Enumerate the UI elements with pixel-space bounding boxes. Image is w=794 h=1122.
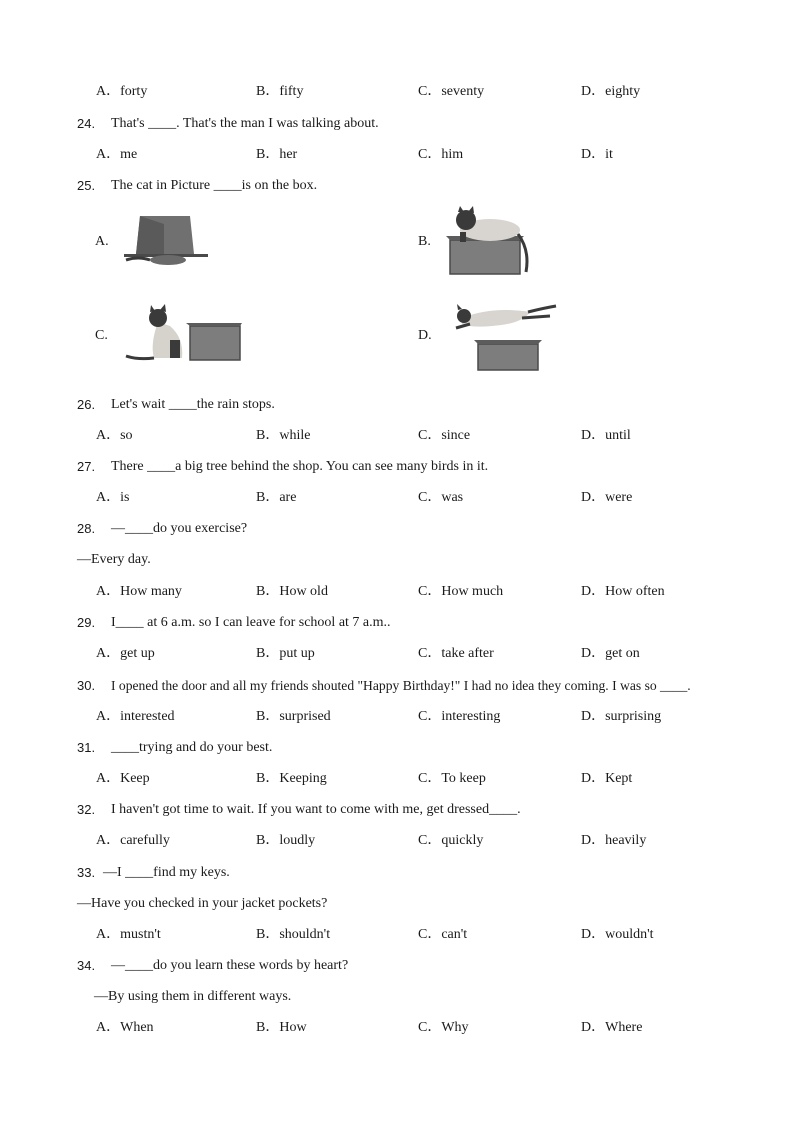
- question-text: —____do you learn these words by heart?: [111, 958, 349, 973]
- dialogue-reply: —Every day.: [77, 552, 151, 567]
- q29-option-a[interactable]: A．get up: [96, 646, 155, 661]
- question-text: I haven't got time to wait. If you want to come with me, get dressed____.: [111, 802, 521, 817]
- question-text: The cat in Picture ____is on the box.: [111, 178, 318, 193]
- question-text: —____do you exercise?: [111, 521, 248, 536]
- q27-option-d[interactable]: D．were: [581, 490, 633, 505]
- dialogue-reply: —By using them in different ways.: [94, 989, 292, 1004]
- q23-option-b[interactable]: B．fifty: [256, 84, 304, 99]
- q28-option-c[interactable]: C．How much: [418, 584, 504, 599]
- q25-option-d-label[interactable]: D.: [418, 328, 432, 343]
- question-text: ____trying and do your best.: [111, 740, 273, 755]
- q31-option-c[interactable]: C．To keep: [418, 771, 486, 786]
- question-text: Let's wait ____the rain stops.: [111, 397, 275, 412]
- q23-option-c[interactable]: C．seventy: [418, 84, 485, 99]
- q24-option-d[interactable]: D．it: [581, 147, 613, 162]
- q27-option-a[interactable]: A．is: [96, 490, 130, 505]
- question-text: I____ at 6 a.m. so I can leave for school at 7 a.m..: [111, 615, 391, 630]
- question-text: That's ____. That's the man I was talking about.: [111, 116, 379, 131]
- cat-on-box-picture[interactable]: [446, 206, 532, 276]
- q31-option-b[interactable]: B．Keeping: [256, 771, 327, 786]
- q33-option-d[interactable]: D．wouldn't: [581, 927, 654, 942]
- question-number: 31.: [77, 740, 96, 755]
- question-number: 28.: [77, 521, 96, 536]
- q24-option-c[interactable]: C．him: [418, 147, 464, 162]
- q30-option-b[interactable]: B．surprised: [256, 709, 331, 724]
- q31-option-a[interactable]: A．Keep: [96, 771, 150, 786]
- question-text: —I ____find my keys.: [103, 865, 230, 880]
- q29-option-d[interactable]: D．get on: [581, 646, 640, 661]
- cat-under-box-picture[interactable]: [124, 214, 208, 266]
- q23-option-d[interactable]: D．eighty: [581, 84, 641, 99]
- q25-option-c-label[interactable]: C.: [95, 328, 108, 343]
- q23-option-a[interactable]: A．forty: [96, 84, 148, 99]
- q29-option-c[interactable]: C．take after: [418, 646, 494, 661]
- question-number: 32.: [77, 802, 96, 817]
- q30-option-d[interactable]: D．surprising: [581, 709, 662, 724]
- q33-option-c[interactable]: C．can't: [418, 927, 468, 942]
- cat-beside-box-picture[interactable]: [124, 304, 242, 362]
- q33-option-b[interactable]: B．shouldn't: [256, 927, 331, 942]
- q25-option-a-label[interactable]: A.: [95, 234, 109, 249]
- q27-option-b[interactable]: B．are: [256, 490, 297, 505]
- q24-option-b[interactable]: B．her: [256, 147, 298, 162]
- question-number: 33.: [77, 865, 96, 880]
- q33-option-a[interactable]: A．mustn't: [96, 927, 161, 942]
- q27-option-c[interactable]: C．was: [418, 490, 464, 505]
- question-number: 24.: [77, 116, 96, 131]
- q26-option-c[interactable]: C．since: [418, 428, 471, 443]
- q34-option-d[interactable]: D．Where: [581, 1020, 643, 1035]
- question-number: 29.: [77, 615, 96, 630]
- dialogue-reply: —Have you checked in your jacket pockets?: [77, 896, 328, 911]
- q32-option-b[interactable]: B．loudly: [256, 833, 316, 848]
- question-number: 34.: [77, 958, 96, 973]
- question-number: 26.: [77, 397, 96, 412]
- question-text: There ____a big tree behind the shop. You can see many birds in it.: [111, 459, 489, 474]
- q32-option-c[interactable]: C．quickly: [418, 833, 484, 848]
- q28-option-d[interactable]: D．How often: [581, 584, 665, 599]
- q30-option-c[interactable]: C．interesting: [418, 709, 501, 724]
- q29-option-b[interactable]: B．put up: [256, 646, 315, 661]
- q30-option-a[interactable]: A．interested: [96, 709, 175, 724]
- q34-option-b[interactable]: B．How: [256, 1020, 307, 1035]
- q28-option-a[interactable]: A．How many: [96, 584, 182, 599]
- q26-option-d[interactable]: D．until: [581, 428, 631, 443]
- question-number: 27.: [77, 459, 96, 474]
- q26-option-a[interactable]: A．so: [96, 428, 133, 443]
- q34-option-a[interactable]: A．When: [96, 1020, 154, 1035]
- q25-option-b-label[interactable]: B.: [418, 234, 431, 249]
- q34-option-c[interactable]: C．Why: [418, 1020, 469, 1035]
- q26-option-b[interactable]: B．while: [256, 428, 311, 443]
- q32-option-a[interactable]: A．carefully: [96, 833, 170, 848]
- cat-jumping-over-box-picture[interactable]: [452, 300, 556, 372]
- q24-option-a[interactable]: A．me: [96, 147, 138, 162]
- question-number: 30.: [77, 678, 96, 693]
- q31-option-d[interactable]: D．Kept: [581, 771, 633, 786]
- q32-option-d[interactable]: D．heavily: [581, 833, 647, 848]
- q28-option-b[interactable]: B．How old: [256, 584, 328, 599]
- question-number: 25.: [77, 178, 96, 193]
- question-text: I opened the door and all my friends shouted "Happy Birthday!" I had no idea they coming. I was so ____.: [111, 678, 691, 693]
